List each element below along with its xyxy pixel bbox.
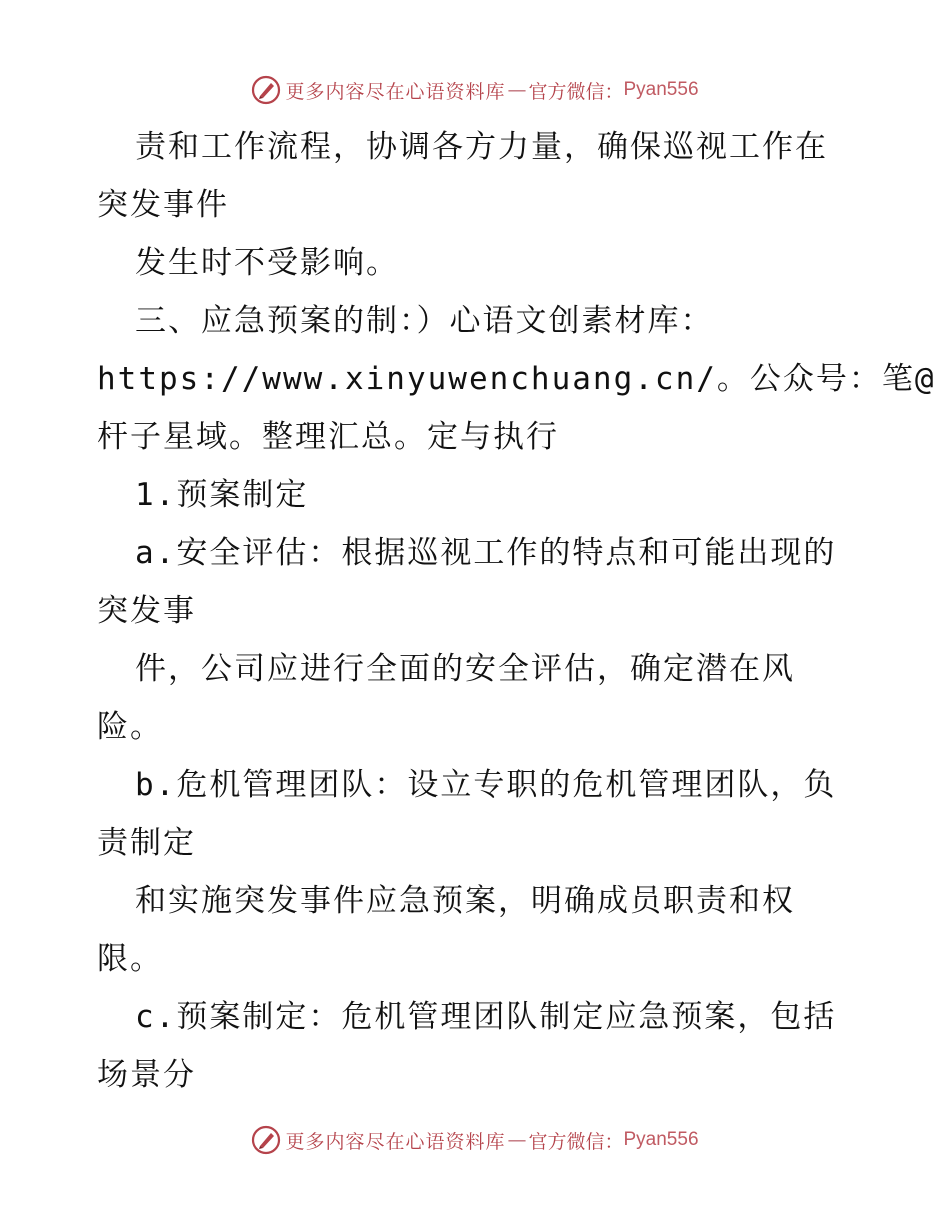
banner-dash: — xyxy=(507,1129,527,1151)
text-line: 突发事件 xyxy=(97,187,229,223)
text-line-url: https://www.xinyuwenchuang.cn/。公众号：笔@ xyxy=(97,361,936,397)
header-banner xyxy=(0,70,950,110)
text-line: 发生时不受影响。 xyxy=(135,245,399,281)
text-line: 限。 xyxy=(97,941,163,977)
pen-logo-icon xyxy=(251,75,281,105)
text-line: 突发事 xyxy=(97,593,196,629)
text-line: 责和工作流程，协调各方力量，确保巡视工作在 xyxy=(135,129,828,165)
subsection-heading: 1.预案制定 xyxy=(135,477,309,513)
banner-wechat-label: 官方微信： xyxy=(528,1130,624,1153)
text-line: 和实施突发事件应急预案，明确成员职责和权 xyxy=(135,883,795,919)
section-heading: 三、应急预案的制：）心语文创素材库： xyxy=(135,303,714,339)
text-line: 责制定 xyxy=(97,825,196,861)
pen-logo-icon xyxy=(251,1125,281,1155)
footer-banner xyxy=(0,1120,950,1160)
text-line: a.安全评估：根据巡视工作的特点和可能出现的 xyxy=(135,535,837,571)
text-line: c.预案制定：危机管理团队制定应急预案，包括 xyxy=(135,999,837,1035)
banner-wechat-id: Pyan556 xyxy=(623,1129,699,1150)
text-line: b.危机管理团队：设立专职的危机管理团队，负 xyxy=(135,767,837,803)
banner-title: 更多内容尽在心语资料库 xyxy=(285,80,506,103)
text-line: 件，公司应进行全面的安全评估，确定潜在风 xyxy=(135,651,795,687)
text-line: 险。 xyxy=(97,709,163,745)
banner-dash: — xyxy=(507,79,527,101)
banner-wechat-id: Pyan556 xyxy=(623,79,699,100)
text-line: 杆子星域。整理汇总。定与执行 xyxy=(97,419,559,455)
text-line: 场景分 xyxy=(97,1057,196,1093)
document-body xyxy=(97,118,936,1104)
banner-title: 更多内容尽在心语资料库 xyxy=(285,1130,506,1153)
banner-wechat-label: 官方微信： xyxy=(528,80,624,103)
